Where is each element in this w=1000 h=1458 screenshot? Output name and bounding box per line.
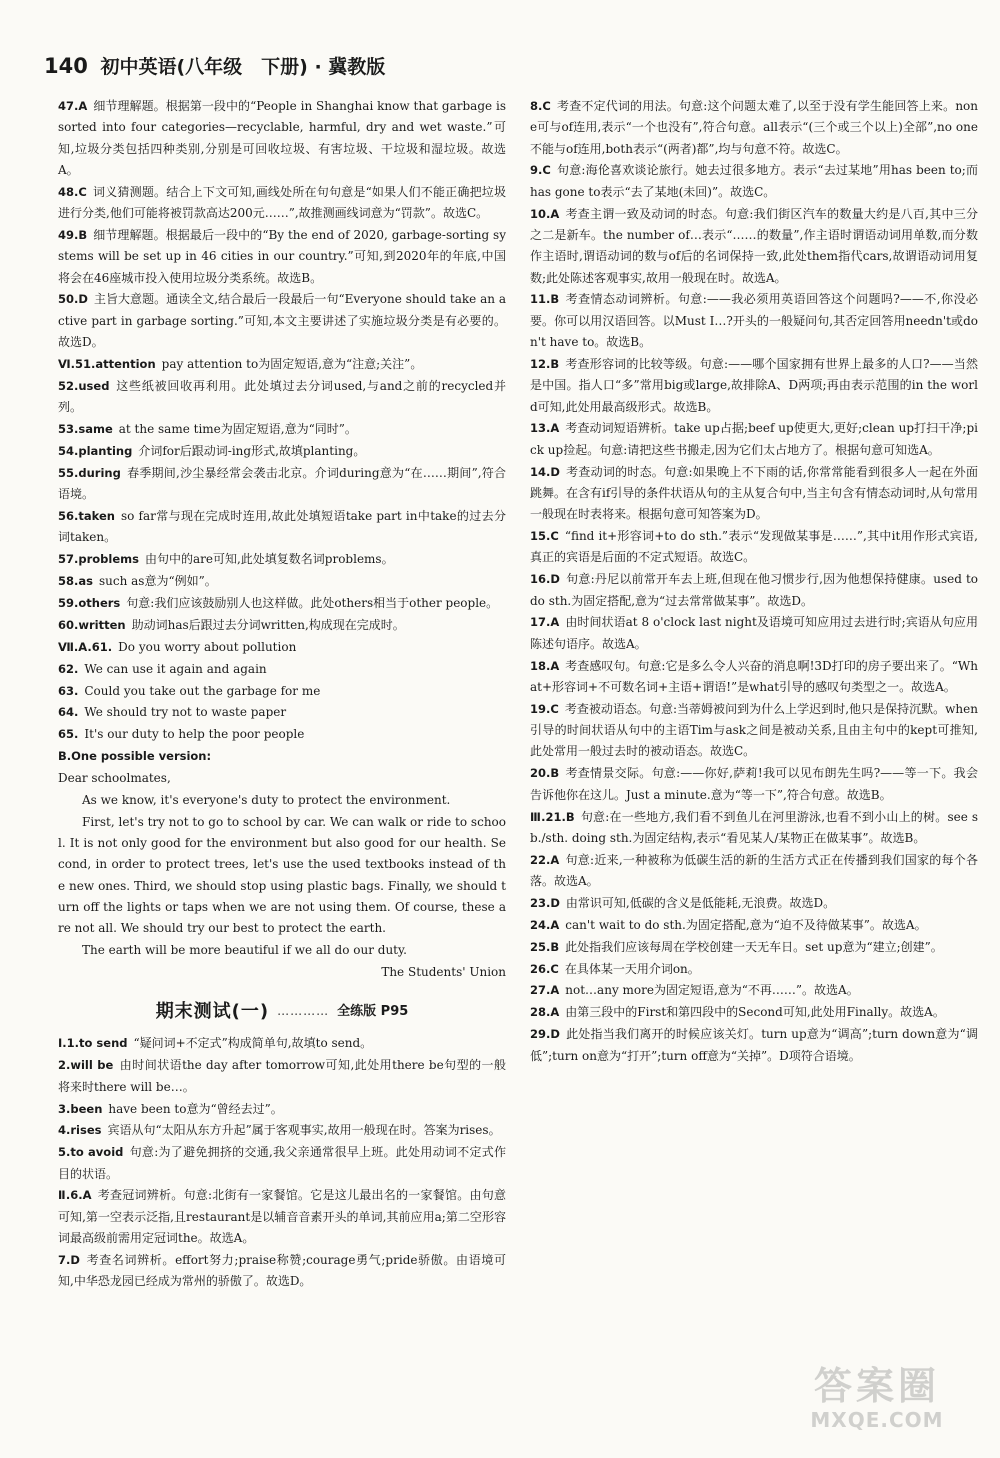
answer-text: at the same time为固定短语,意为“同时”。 bbox=[118, 422, 357, 437]
answer-item bbox=[58, 96, 506, 181]
answer-text: 由句中的are可知,此处填复数名词problems。 bbox=[144, 552, 394, 567]
watermark-url: MXQE.COM bbox=[810, 1408, 944, 1432]
answer-number: 56.taken bbox=[58, 508, 115, 523]
answer-number: 28.A bbox=[530, 1005, 560, 1020]
answer-item bbox=[58, 702, 506, 723]
answer-text: First, let's try not to go to school by car. We can walk or ride to school. It is not only good for the environment but also good for our health. Second, in order to protect trees, let's use the used textbooks instead of the new ones. Third, we should stop using plastic bags. Finally, we should turn off the lights or taps when we are not using them. Of course, these are not all. We should try our best to protect the earth. bbox=[58, 814, 506, 936]
answer-text: 考查感叹句。句意:它是多么令人兴奋的消息啊!3D打印的房子要出来了。“What+形容词+不可数名词+主语+谓语!”是what引导的感叹句类型之一。故选A。 bbox=[530, 658, 978, 694]
answer-number: 22.A bbox=[530, 852, 560, 867]
answer-number: 11.B bbox=[530, 292, 560, 307]
answer-list-1 bbox=[58, 96, 506, 983]
answer-item bbox=[58, 463, 506, 506]
answer-number: 53.same bbox=[58, 422, 113, 437]
answer-number: 19.C bbox=[530, 701, 559, 716]
answer-number: 12.B bbox=[530, 356, 560, 371]
answer-number: 62. bbox=[58, 661, 79, 676]
answer-item bbox=[530, 893, 978, 914]
answer-item bbox=[58, 1142, 506, 1185]
answer-text: 宾语从句“太阳从东方升起”属于客观事实,故用一般现在时。答案为rises。 bbox=[107, 1123, 501, 1138]
answer-text: 句意:海伦喜欢谈论旅行。她去过很多地方。表示“去过某地”用has been to;而has gone to表示“去了某地(未回)”。故选C。 bbox=[530, 163, 978, 199]
answer-item bbox=[58, 1120, 506, 1141]
answer-text: 考查情景交际。句意:——你好,萨莉!我可以见布朗先生吗?——等一下。我会告诉他你在这儿。Just a minute.意为“等一下”,符合句意。故选B。 bbox=[530, 766, 978, 802]
answer-item bbox=[530, 526, 978, 569]
answer-number: 50.D bbox=[58, 292, 88, 307]
section-reference: 全练版 P95 bbox=[337, 1003, 409, 1019]
answer-text: Do you worry about pollution bbox=[118, 639, 297, 654]
answer-text: can't wait to do sth.为固定搭配,意为“迫不及待做某事”。故选A。 bbox=[565, 917, 927, 932]
answer-text: 考查动词的时态。句意:如果晚上不下雨的话,你常常能看到很多人一起在外面跳舞。在含有if引导的条件状语从句的主从复合句中,当主句含有情态动词时,从句常用一般现在时表将来。根据句意可知答案为D。 bbox=[530, 464, 978, 522]
answer-number: 47.A bbox=[58, 99, 88, 113]
site-watermark bbox=[782, 1364, 972, 1444]
answer-item bbox=[58, 768, 506, 789]
answer-number: B.One possible version: bbox=[58, 749, 212, 764]
answer-text: 句意:近来,一种被称为低碳生活的新的生活方式正在传播到我们国家的每个各落。故选A。 bbox=[530, 852, 978, 888]
answer-text: 考查被动语态。句意:当蒂姆被问到为什么上学迟到时,他只是保持沉默。when引导的时间状语从句中的主语Tim与ask之间是被动关系,且由主句中的kept可推知,此处常用一般过去时的被动语态。故选C。 bbox=[530, 701, 978, 759]
answer-item bbox=[58, 615, 506, 636]
answer-item bbox=[530, 289, 978, 353]
answer-number: 65. bbox=[58, 727, 79, 742]
answer-item bbox=[58, 1055, 506, 1098]
answer-number: 5.to avoid bbox=[58, 1145, 124, 1160]
answer-item bbox=[58, 681, 506, 702]
answer-item bbox=[58, 571, 506, 592]
answer-number: 64. bbox=[58, 705, 79, 720]
answer-text: 考查名词辨析。effort努力;praise称赞;courage勇气;pride骄傲。由语境可知,中华恐龙园已经成为常州的骄傲了。故选D。 bbox=[58, 1252, 506, 1289]
answer-number: 57.problems bbox=[58, 552, 139, 567]
answer-text: 考查不定代词的用法。句意:这个问题太难了,以至于没有学生能回答上来。none可与of连用,表示“一个也没有”,符合句意。all表示“(三个或三个以上)全部”,no one不能与of连用,both表示“(两者)都”,均与句意不符。故选C。 bbox=[530, 99, 978, 156]
answer-number: 24.A bbox=[530, 917, 560, 932]
answer-item bbox=[58, 506, 506, 549]
answer-number: 27.A bbox=[530, 983, 560, 998]
answer-text: 由第三段中的First和第四段中的Second可知,此处用Finally。故选A。 bbox=[565, 1005, 945, 1020]
answer-number: Ⅲ.21.B bbox=[530, 809, 575, 824]
answer-item bbox=[530, 763, 978, 806]
answer-item bbox=[58, 376, 506, 419]
answer-item bbox=[530, 915, 978, 936]
answer-text: 考查形容词的比较等级。句意:——哪个国家拥有世界上最多的人口?——当然是中国。指人口“多”常用big或large,故排除A、D两项;再由表示范围的in the world可知,此处用最高级形式。故选B。 bbox=[530, 356, 978, 414]
answer-text: “疑问词+不定式”构成简单句,故填to send。 bbox=[133, 1036, 373, 1051]
answer-number: 14.D bbox=[530, 464, 560, 479]
answer-text: We should try not to waste paper bbox=[84, 705, 287, 720]
answer-item bbox=[530, 160, 978, 203]
answer-item bbox=[530, 462, 978, 526]
answer-number: 16.D bbox=[530, 572, 560, 587]
answer-number: 26.C bbox=[530, 961, 559, 976]
answer-number: 3.been bbox=[58, 1101, 103, 1116]
answer-text: 春季期间,沙尘暴经常会袭击北京。介词during意为“在……期间”,符合语境。 bbox=[58, 465, 506, 502]
answer-text: 考查冠词辨析。句意:北街有一家餐馆。它是这儿最出名的一家餐馆。由句意可知,第一空表示泛指,且restaurant是以辅音音素开头的单词,其前应用a;第二空形容词最高级前需用定冠词the。故选A。 bbox=[58, 1188, 506, 1246]
book-title: 初中英语(八年级 下册) · 冀教版 bbox=[100, 56, 386, 78]
answer-text: pay attention to为固定短语,意为“注意;关注”。 bbox=[161, 356, 423, 371]
answer-item bbox=[58, 790, 506, 811]
answer-text: 句意:丹尼以前常开车去上班,但现在他习惯步行,因为他想保持健康。used to do sth.为固定搭配,意为“过去常常做某事”。故选D。 bbox=[530, 572, 978, 608]
answer-item bbox=[530, 96, 978, 160]
answer-number: 2.will be bbox=[58, 1058, 114, 1073]
answer-text: 句意:在一些地方,我们看不到鱼儿在河里游泳,也看不到小山上的树。see sb./sth. doing sth.为固定结构,表示“看见某人/某物正在做某事”。故选B。 bbox=[530, 809, 978, 845]
section-title bbox=[58, 991, 506, 1031]
answer-text: 句意:为了避免拥挤的交通,我父亲通常很早上班。此处用动词不定式作目的状语。 bbox=[58, 1145, 506, 1181]
answer-number: 7.D bbox=[58, 1252, 80, 1267]
answer-item bbox=[530, 937, 978, 958]
answer-number: 29.D bbox=[530, 1027, 560, 1042]
answer-number: 23.D bbox=[530, 895, 560, 910]
answer-text: We can use it again and again bbox=[84, 661, 267, 676]
answer-text: 由常识可知,低碳的含义是低能耗,无浪费。故选D。 bbox=[565, 895, 836, 910]
answer-item bbox=[58, 225, 506, 289]
page-header bbox=[44, 52, 504, 80]
answer-text: 句意:我们应该鼓励别人也这样做。此处others相当于other people。 bbox=[126, 595, 499, 610]
answer-number: 17.A bbox=[530, 615, 560, 630]
answer-number: Ⅱ.6.A bbox=[58, 1188, 92, 1203]
answer-number: 55.during bbox=[58, 465, 121, 480]
answer-text: 细节理解题。根据最后一段中的“By the end of 2020, garbage-sorting systems will be set up in 46 cities in our country.”可知,到2020年的年底,中国将会在46座城市投入使用垃圾分类系统。故选B。 bbox=[58, 227, 506, 285]
answer-item bbox=[58, 940, 506, 961]
answer-text: 考查主谓一致及动词的时态。句意:我们街区汽车的数量大约是八百,其中三分之二是新车。the number of…表示“……的数量”,作主语时谓语动词用单数,而分数作主语时,谓语动词的数与of后的名词保持一致,此处them指代cars,故谓语动词用复数;此处陈述客观事实,故用一般现在时。故选A。 bbox=[530, 206, 978, 285]
answer-list-2 bbox=[58, 1033, 506, 1292]
answer-number: 52.used bbox=[58, 378, 110, 393]
answer-item bbox=[58, 289, 506, 353]
answer-item bbox=[530, 807, 978, 850]
answer-item bbox=[530, 612, 978, 655]
answer-number: 54.planting bbox=[58, 443, 133, 458]
answer-item bbox=[530, 354, 978, 418]
answer-text: such as意为“例如”。 bbox=[98, 574, 217, 589]
answer-number: 49.B bbox=[58, 227, 88, 242]
answer-text: 由时间状语at 8 o'clock last night及语境可知应用过去进行时;宾语从句应用陈述句语序。故选A。 bbox=[530, 615, 978, 651]
answer-item bbox=[58, 419, 506, 440]
answer-item bbox=[530, 1024, 978, 1067]
answer-item bbox=[58, 1250, 506, 1293]
answer-number: 58.as bbox=[58, 574, 93, 589]
answer-item bbox=[530, 959, 978, 980]
answer-item bbox=[530, 569, 978, 612]
answer-text: 主旨大意题。通读全文,结合最后一段最后一句“Everyone should take an active part in garbage sorting.”可知,本文主要讲述了实施垃圾分类是有必要的。故选D。 bbox=[58, 292, 506, 350]
answer-item bbox=[530, 1002, 978, 1023]
answer-text: It's our duty to help the poor people bbox=[84, 727, 305, 742]
answer-text: “find it+形容词+to do sth.”表示“发现做某事是……”,其中it用作形式宾语,真正的宾语是后面的不定式短语。故选C。 bbox=[530, 529, 978, 565]
answer-number: Ⅶ.A.61. bbox=[58, 639, 113, 654]
answer-item bbox=[58, 724, 506, 745]
answer-text: 考查情态动词辨析。句意:——我必须用英语回答这个问题吗?——不,你没必要。你可以用汉语回答。以Must I…?开头的一般疑问句,其否定回答用needn't或don't have to。故选B。 bbox=[530, 292, 978, 350]
right-column bbox=[530, 96, 978, 1067]
answer-item bbox=[58, 549, 506, 570]
answer-item bbox=[58, 1185, 506, 1249]
answer-text: 由时间状语the day after tomorrow可知,此处用there be句型的一般将来时there will be…。 bbox=[58, 1058, 506, 1094]
answer-number: 60.written bbox=[58, 617, 126, 632]
answer-item bbox=[58, 441, 506, 462]
answer-text: so far常与现在完成时连用,故此处填短语take part in中take的过去分词taken。 bbox=[58, 508, 506, 545]
answer-text: Could you take out the garbage for me bbox=[84, 683, 321, 698]
answer-item bbox=[58, 659, 506, 680]
answer-number: 59.others bbox=[58, 595, 121, 610]
answer-item bbox=[58, 354, 506, 375]
answer-item bbox=[58, 1033, 506, 1054]
answer-number: 20.B bbox=[530, 766, 560, 781]
answer-item bbox=[530, 204, 978, 289]
answer-number: 15.C bbox=[530, 529, 559, 544]
answer-item bbox=[530, 656, 978, 699]
answer-text: not…any more为固定短语,意为“不再……”。故选A。 bbox=[565, 983, 859, 998]
watermark-logo-text: 答案圈 bbox=[813, 1364, 940, 1408]
answer-text: 此处指当我们离开的时候应该关灯。turn up意为“调高”;turn down意为“调低”;turn on意为“打开”;turn off意为“关掉”。D项符合语境。 bbox=[530, 1027, 978, 1063]
answer-item bbox=[58, 746, 506, 767]
answer-item bbox=[58, 962, 506, 983]
answer-item bbox=[58, 1099, 506, 1120]
answer-text: 在具体某一天用介词on。 bbox=[564, 961, 700, 976]
answer-item bbox=[530, 850, 978, 893]
answer-number: 8.C bbox=[530, 99, 551, 113]
answer-item bbox=[530, 980, 978, 1001]
answer-number: Ⅰ.1.to send bbox=[58, 1036, 128, 1051]
answer-number: 4.rises bbox=[58, 1123, 102, 1138]
answer-item bbox=[58, 812, 506, 940]
section-dots: ………… bbox=[277, 1003, 330, 1018]
answer-text: 词义猜测题。结合上下文可知,画线处所在句句意是“如果人们不能正确把垃圾进行分类,他们可能将被罚款高达200元……”,故推测画线词意为“罚款”。故选C。 bbox=[58, 184, 506, 221]
answer-number: 63. bbox=[58, 683, 79, 698]
answer-text: Dear schoolmates, bbox=[58, 771, 171, 786]
answer-item bbox=[58, 182, 506, 225]
answer-number: Ⅵ.51.attention bbox=[58, 356, 156, 371]
answer-text: 介词for后跟动词-ing形式,故填planting。 bbox=[138, 443, 366, 458]
left-column bbox=[58, 96, 506, 1293]
answer-item bbox=[530, 699, 978, 763]
answer-item bbox=[58, 637, 506, 658]
answer-number: 9.C bbox=[530, 163, 551, 178]
answer-text: 考查动词短语辨析。take up占据;beef up使更大,更好;clean up打扫干净;pick up捡起。句意:请把这些书搬走,因为它们太占地方了。根据句意可知选A。 bbox=[530, 421, 978, 457]
answer-text: The earth will be more beautiful if we all do our duty. bbox=[82, 943, 407, 958]
answer-number: 18.A bbox=[530, 658, 560, 673]
answer-text: have been to意为“曾经去过”。 bbox=[108, 1101, 283, 1116]
answer-number: 10.A bbox=[530, 206, 560, 221]
answer-text: The Students' Union bbox=[381, 965, 506, 980]
section-name: 期末测试(一) bbox=[155, 1000, 270, 1022]
answer-text: 这些纸被回收再利用。此处填过去分词used,与and之前的recycled并列。 bbox=[58, 378, 506, 415]
answer-number: 48.C bbox=[58, 184, 87, 199]
answer-number: 13.A bbox=[530, 421, 560, 436]
answer-text: 助动词has后跟过去分词written,构成现在完成时。 bbox=[131, 617, 405, 632]
answer-text: 此处指我们应该每周在学校创建一天无车日。set up意为“建立;创建”。 bbox=[565, 939, 943, 954]
answer-number: 25.B bbox=[530, 939, 560, 954]
answer-text: 细节理解题。根据第一段中的“People in Shanghai know that garbage is sorted into four categories—recyclable, harmful, dry and wet waste.”可知,垃圾分类包括四种类别,分别是可回收垃圾、有害垃圾、干垃圾和湿垃圾。故选A。 bbox=[58, 99, 506, 177]
answer-item bbox=[530, 418, 978, 461]
answer-text: As we know, it's everyone's duty to protect the environment. bbox=[82, 792, 451, 807]
page-number: 140 bbox=[44, 54, 88, 78]
answer-item bbox=[58, 593, 506, 614]
